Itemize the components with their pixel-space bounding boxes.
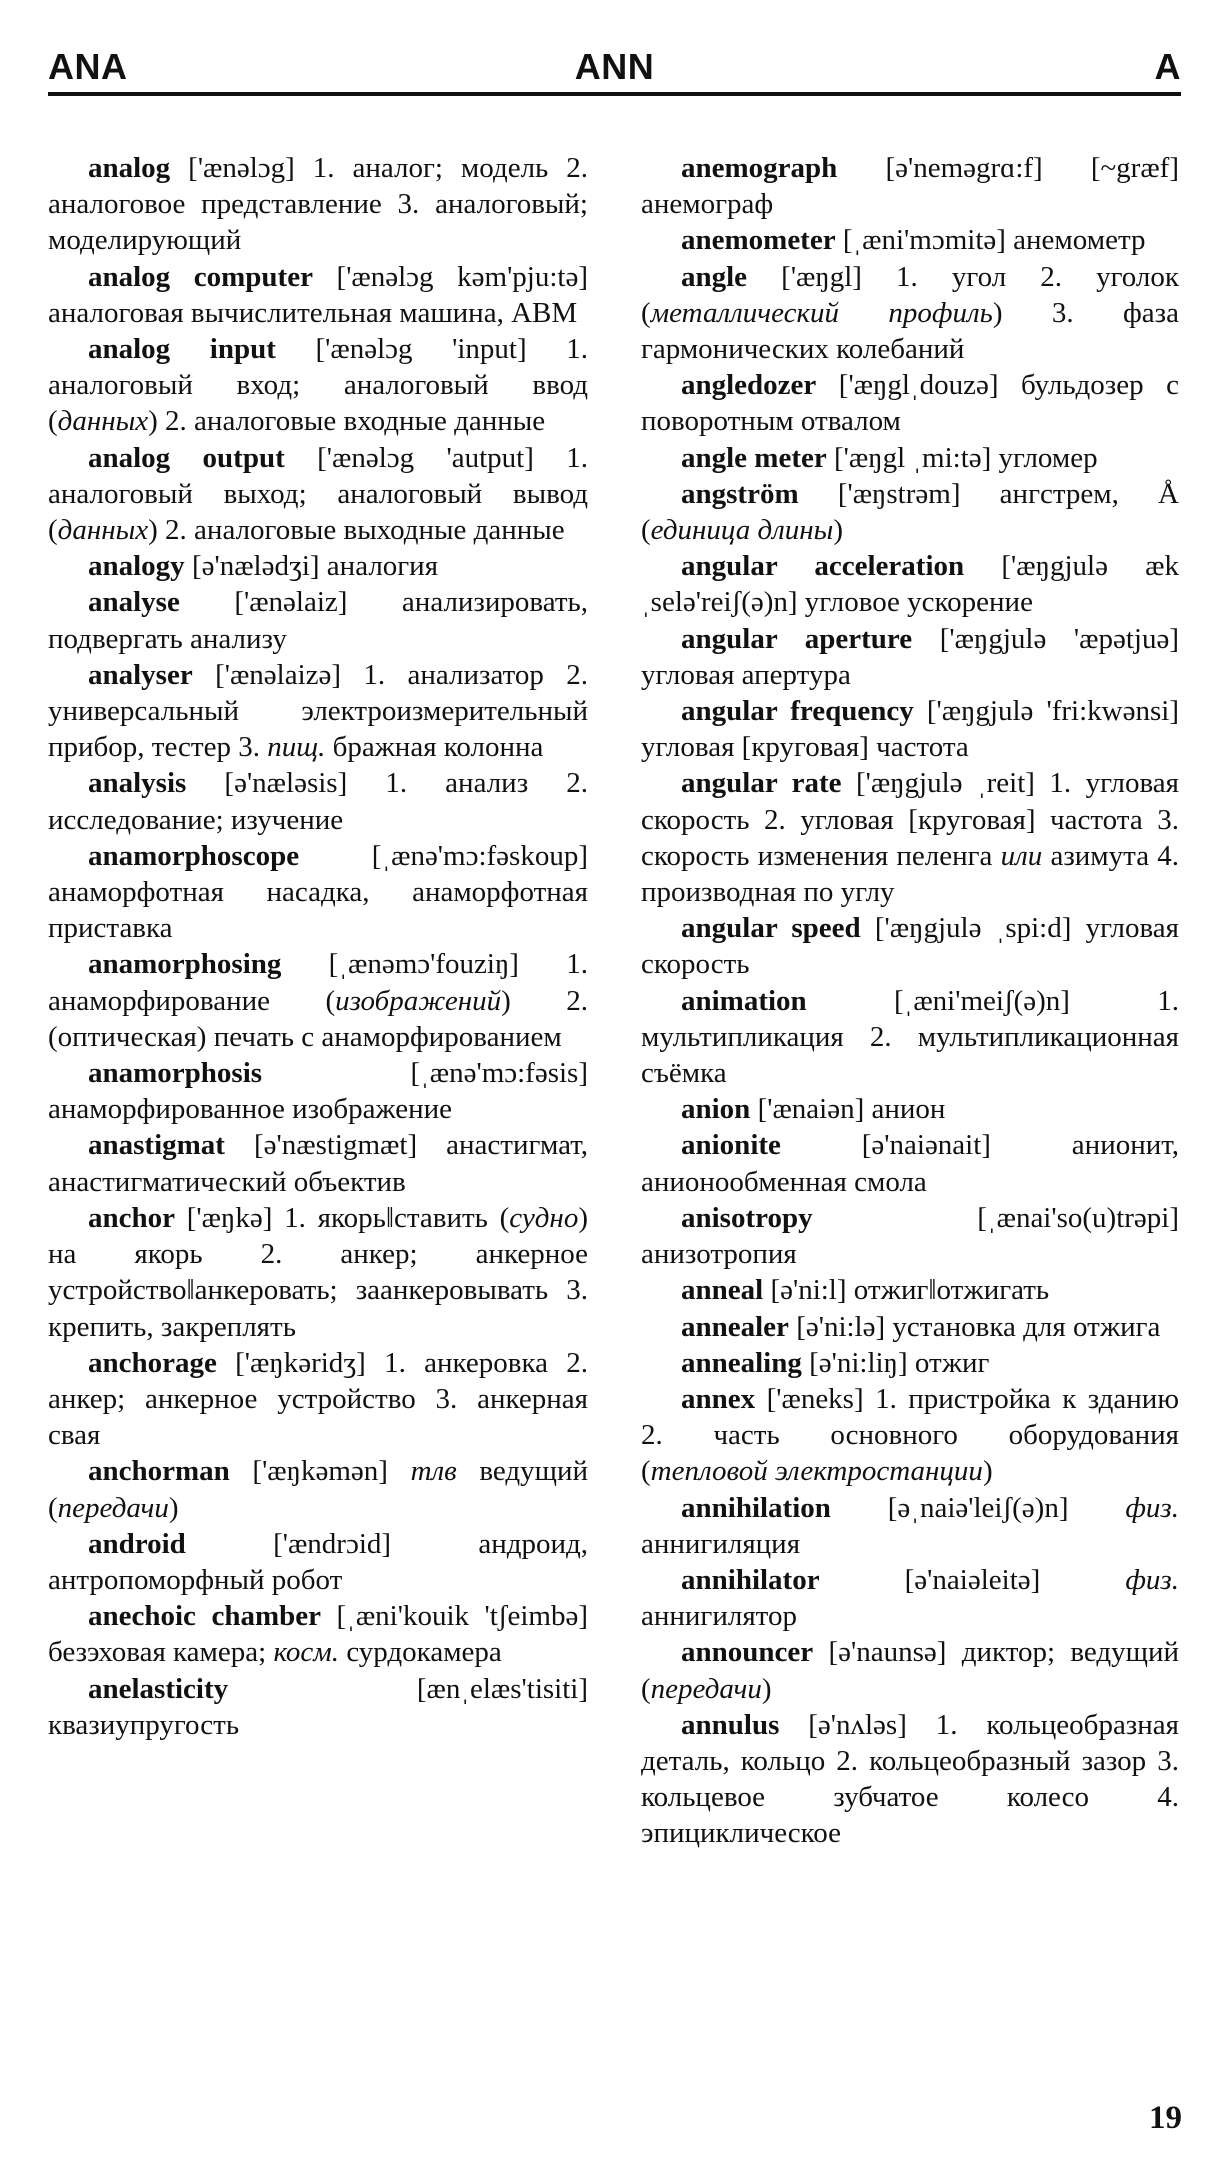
dictionary-entry [48,331,588,440]
entry-definition-text: [ˌænəmɔ'fouziŋ] 1. анаморфирование ( [48,948,588,1017]
dictionary-entry [641,1707,1179,1852]
entry-definition-text: ['æŋgjulə ækˌselə'reiʃ(ə)n] угловое ускорение [641,550,1180,619]
entry-definition-text: [ə'ni:liŋ] отжиг [801,1346,990,1379]
entry-label-italic: физ. [1125,1563,1179,1596]
dictionary-entry [48,150,588,259]
entry-headword: analogy [88,550,185,583]
entry-definition-text: [ə'næləsis] 1. анализ 2. исследование; изучение [48,767,588,836]
dictionary-entry [641,1309,1179,1345]
entry-definition-text: [ə'nælədʒi] аналогия [184,550,439,583]
entry-definition-text: [əˌnaiə'leiʃ(ə)n] [830,1491,1126,1524]
entry-headword: anemometer [681,224,836,257]
entry-headword: angle [681,260,748,293]
entry-label-italic: передачи [650,1672,762,1705]
entry-definition-text: ['æŋglˌdouzə] бульдозер с поворотным отвалом [641,369,1179,438]
entry-headword: angström [681,477,799,510]
entry-headword: anchor [88,1201,175,1234]
entry-headword: analyse [88,586,180,619]
running-header [48,42,1181,96]
dictionary-entry [48,946,588,1055]
entry-label-italic: данных [57,514,149,547]
entry-headword: angledozer [681,369,817,402]
entry-headword: angular aperture [681,622,913,655]
entry-definition-text: ['æŋgjulə ˌreit] 1. угловая скорость 2. угловая [круговая] частота 3. скорость изменения пеленга [641,767,1179,872]
entry-definition-text: ['ændrɔid] андроид, антропоморфный робот [48,1527,588,1596]
dictionary-entry [48,1526,588,1598]
dictionary-entry [48,765,588,837]
entry-headword: analog output [88,441,285,474]
entry-label-italic: тлв [410,1455,457,1488]
dictionary-entry [48,440,588,549]
entry-definition-text: ['æŋkəmən] [229,1455,411,1488]
entry-label-italic: физ. [1125,1491,1179,1524]
dictionary-entry [641,910,1179,982]
entry-headword: anneal [681,1274,764,1307]
dictionary-entry [641,765,1179,910]
entry-headword: anemograph [681,152,838,184]
entry-headword: anechoic chamber [88,1600,321,1633]
entry-definition-text: ) 2. аналоговые входные данные [148,405,546,438]
entry-headword: angle meter [681,441,827,474]
dictionary-entry [641,621,1179,693]
entry-headword: annealer [681,1310,789,1343]
dictionary-entry [48,1598,588,1670]
dictionary-entry [48,838,588,947]
entry-headword: annulus [681,1708,780,1741]
entry-definition-text: ['æŋgjulə 'fri:kwənsi] угловая [круговая] частота [641,695,1179,764]
entry-headword: anelasticity [88,1672,229,1705]
entry-label-italic: судно [509,1201,579,1234]
dictionary-entry [641,1091,1179,1127]
dictionary-entry [48,1453,588,1525]
dictionary-entry [641,476,1179,548]
entry-definition-text: [ə'naiəleitə] [819,1563,1126,1596]
entry-headword: analysis [88,767,187,800]
entry-definition-text: [ˌænə'mɔ:fəskoup] анаморфотная насадка, анаморфотная приставка [48,839,588,945]
entry-headword: annealing [681,1346,802,1379]
entry-definition-text: ['æŋgjulə 'æpətjuə] угловая апертура [641,622,1180,691]
entry-definition-text: [ˌæni'mɔmitə] анемометр [835,224,1146,257]
dictionary-entry [641,150,1179,222]
entry-definition-text: ['ænəlɔg 'autput] 1. аналоговый выход; аналоговый вывод ( [48,441,588,547]
entry-headword: angular acceleration [681,550,965,583]
entry-definition-text: ) на якорь 2. анкер; анкерное устройство‖анкеровать; заанкеровывать 3. крепить, закреплять [48,1201,588,1343]
dictionary-entry [641,1634,1179,1706]
entry-headword: analog computer [88,260,313,293]
entry-definition-text: [ə'naiənait] анионит, анионообменная смола [641,1129,1179,1198]
entry-definition-text: ) [761,1672,772,1705]
dictionary-entry [641,1272,1179,1308]
page-number: 19 [1149,2100,1182,2136]
dictionary-entry [48,584,588,656]
header-left-guideword: ANA [48,46,128,87]
dictionary-entry [48,1671,588,1743]
entry-definition-text: азимута 4. производная по углу [641,839,1179,909]
entry-definition-text: аннигилятор [641,1600,797,1633]
dictionary-entry [641,983,1179,1092]
entry-definition-text: бражная колонна [325,731,544,764]
dictionary-entry [641,1381,1179,1490]
entry-label-italic: единица длины [650,514,834,547]
dictionary-entry [48,259,588,331]
entry-headword: analog input [88,333,276,366]
entry-label-italic: тепловой электростанции [650,1455,983,1488]
right-column [641,150,1179,1852]
dictionary-entry [48,1345,588,1454]
dictionary-entry [641,1127,1179,1199]
entry-definition-text: ['ænəlaizə] 1. анализатор 2. универсальный электроизмерительный прибор, тестер 3. [48,658,588,764]
dictionary-entry [48,1055,588,1127]
entry-label-italic: данных [57,405,149,438]
dictionary-entry [641,367,1179,439]
dictionary-entry [641,1345,1179,1381]
entry-headword: anchorage [88,1346,217,1379]
entry-definition-text: ['ænaiən] анион [750,1093,946,1126]
left-column [48,150,588,1743]
dictionary-entry [641,693,1179,765]
entry-definition-text: [ˌænə'mɔ:fəsis] анаморфированное изображение [48,1057,588,1126]
entry-label-italic: изображений [335,984,502,1017]
header-center-guideword: ANN [574,46,655,87]
entry-headword: anionite [681,1129,781,1162]
entry-headword: analyser [88,658,193,691]
entry-definition-text: ['æneks] 1. пристройка к зданию 2. часть основного оборудования ( [641,1382,1179,1488]
entry-definition-text: [ˌæni'meiʃ(ə)n] 1. мультипликация 2. мультипликационная съёмка [641,984,1179,1090]
dictionary-entry [641,1562,1179,1634]
dictionary-entry [641,222,1179,258]
entry-headword: animation [681,984,807,1017]
dictionary-entry [48,1127,588,1199]
entry-definition-text: [ə'næstigmæt] анастигмат, анастигматический объектив [48,1129,588,1198]
entry-definition-text: ['æŋkə] 1. якорь‖ставить ( [175,1201,510,1234]
entry-definition-text: ['æŋstrəm] ангстрем, Å ( [641,477,1179,547]
dictionary-entry [48,657,588,766]
entry-headword: anamorphoscope [88,839,300,872]
entry-definition-text: [ə'ni:lə] установка для отжига [788,1310,1161,1343]
entry-definition-text: [ænˌelæs'tisiti] квазиупругость [48,1672,588,1741]
entry-label-italic: косм. [273,1636,340,1669]
entry-headword: angular speed [681,912,861,945]
entry-headword: anamorphosing [88,948,282,981]
entry-headword: android [88,1527,186,1560]
entry-label-italic: передачи [57,1491,169,1524]
entry-definition-text: ) [833,514,843,547]
entry-headword: annihilator [681,1563,820,1596]
header-letter: A [1154,46,1181,87]
entry-definition-text: [ə'ni:l] отжиг‖отжигать [763,1274,1050,1307]
entry-headword: analog [88,152,171,184]
entry-definition-text: ['æŋgjulə ˌspi:d] угловая скорость [641,912,1180,981]
entry-definition-text: ) 3. фаза гармонических колебаний [641,296,1179,366]
entry-headword: annex [681,1382,756,1415]
entry-definition-text: ['ænəlɔg kəm'pju:tə] аналоговая вычислительная машина, АВМ [48,260,588,329]
dictionary-entry [641,548,1179,620]
entry-headword: anisotropy [681,1201,813,1234]
entry-definition-text: ['ænəlɔg 'input] 1. аналоговый вход; аналоговый ввод ( [48,333,588,438]
dictionary-entry [641,1490,1179,1562]
entry-headword: annihilation [681,1491,831,1524]
entry-definition-text: ) 2. аналоговые выходные данные [148,514,565,547]
entry-headword: anchorman [88,1455,230,1488]
entry-headword: announcer [681,1636,814,1669]
entry-definition-text: ) [168,1491,179,1524]
entry-label-italic: металлический профиль [650,296,993,329]
entry-headword: anastigmat [88,1129,225,1162]
entry-definition-text: [ˌænai'so(u)trəpi] анизотропия [641,1201,1179,1271]
entry-definition-text: [ə'neməgrɑ:f] [~græf] анемограф [641,152,1179,221]
entry-definition-text: ['ænəlaiz] анализировать, подвергать анализу [48,586,588,655]
entry-definition-text: [ə'naunsə] диктор; ведущий ( [641,1636,1179,1705]
entry-definition-text: ['æŋgl ˌmi:tə] угломер [826,441,1098,474]
dictionary-entry [641,1200,1179,1272]
entry-definition-text: сурдокамера [339,1636,502,1669]
entry-definition-text: ведущий ( [48,1455,589,1524]
entry-headword: anion [681,1093,751,1126]
entry-definition-text: ) 2. (оптическая) печать с анаморфированием [48,984,588,1053]
dictionary-entry [641,259,1179,368]
entry-headword: anamorphosis [88,1057,263,1090]
entry-definition-text: ['æŋkəridʒ] 1. анкеровка 2. анкер; анкерное устройство 3. анкерная свая [48,1346,588,1452]
entry-headword: angular frequency [681,695,914,728]
entry-definition-text: ) [982,1455,993,1488]
dictionary-entry [48,1200,588,1345]
entry-definition-text: [ə'nʌləs] 1. кольцеобразная деталь, кольцо 2. кольцеобразный зазор 3. кольцевое зубчатое колесо 4. эпициклическое [641,1708,1179,1850]
entry-definition-text: ['æŋgl] 1. угол 2. уголок ( [641,260,1179,329]
dictionary-entry [48,548,588,584]
entry-label-italic: пищ. [267,731,326,764]
entry-definition-text: [ˌæni'kouik 'tʃeimbə] безэховая камера; [48,1600,588,1669]
entry-headword: angular rate [681,767,842,800]
entry-definition-text: аннигиляция [641,1527,801,1560]
dictionary-entry [641,440,1179,476]
entry-label-italic: или [1000,839,1043,872]
entry-definition-text: ['ænəlɔg] 1. аналог; модель 2. аналоговое представление 3. аналоговый; моделирующий [48,152,588,257]
